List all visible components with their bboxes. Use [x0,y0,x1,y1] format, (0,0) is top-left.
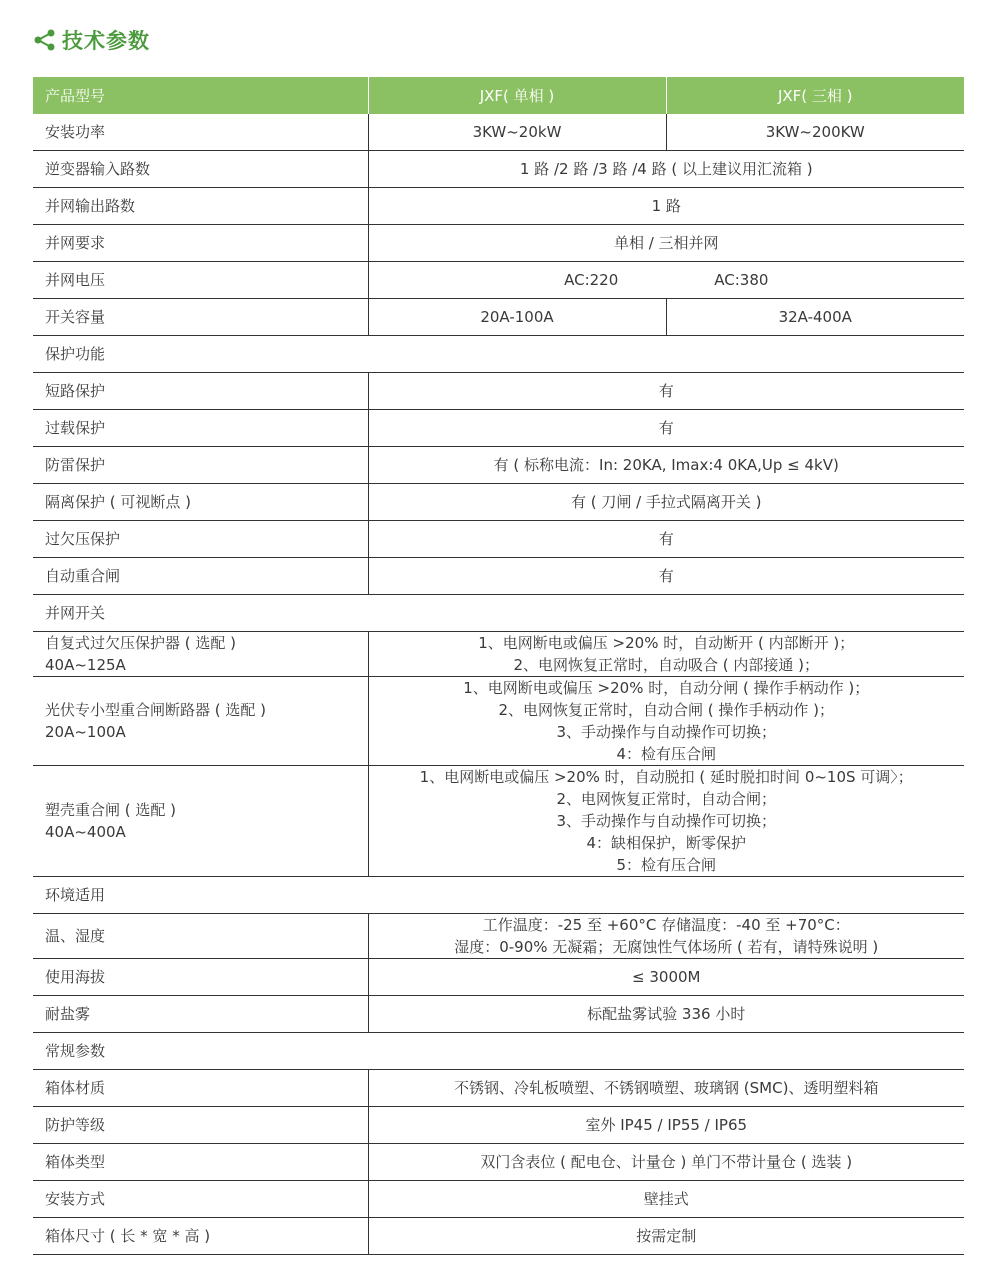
table-row [33,677,964,766]
table-row [33,114,964,151]
row-label: 使用海拔 [33,959,368,996]
row-label-sub: 40A~125A [45,656,126,674]
row-label: 防雷保护 [33,447,368,484]
section-row-environment [33,877,964,914]
value-three-phase: 32A-400A [666,299,964,336]
table-row [33,484,964,521]
row-label: 隔离保护 ( 可视断点 ) [33,484,368,521]
row-value: 有 ( 刀闸 / 手拉式隔离开关 ) [368,484,964,521]
value-line: 5：检有压合闸 [616,856,717,874]
row-value: 按需定制 [368,1218,964,1255]
row-value: 有 [368,558,964,595]
table-row [33,447,964,484]
row-label-text: 塑壳重合闸 ( 选配 ) [45,801,177,819]
value-line: 2、电网恢复正常时，自动合闸； [556,790,777,808]
table-row [33,996,964,1033]
table-row [33,225,964,262]
row-label: 温、湿度 [33,914,368,959]
value-line: 2、电网恢复正常时，自动合闸 ( 操作手柄动作 )； [498,701,835,719]
row-label: 安装功率 [33,114,368,151]
value-single-phase: AC:220 [564,271,619,289]
row-value: 1 路 [368,188,964,225]
section-label: 保护功能 [33,336,964,373]
value-line: 工作温度：-25 至 +60°C 存储温度：-40 至 +70°C： [482,916,850,934]
row-label [33,677,368,766]
row-value: 有 [368,410,964,447]
section-row-protection [33,336,964,373]
row-value: 1 路 /2 路 /3 路 /4 路 ( 以上建议用汇流箱 ) [368,151,964,188]
header-model: 产品型号 [33,77,368,114]
table-row [33,299,964,336]
value-line: 3、手动操作与自动操作可切换； [556,812,777,830]
row-label: 自动重合闸 [33,558,368,595]
row-value: ≤ 3000M [368,959,964,996]
spec-table [33,77,964,1255]
row-label-text: 自复式过欠压保护器 ( 选配 ) [45,634,237,652]
row-value: 壁挂式 [368,1181,964,1218]
row-label: 耐盐雾 [33,996,368,1033]
value-single-phase: 20A-100A [368,299,666,336]
value-single-phase: 3KW~20kW [368,114,666,151]
share-icon [34,29,56,51]
row-value: 有 [368,521,964,558]
value-three-phase: 3KW~200KW [666,114,964,151]
row-value: 不锈钢、冷轧板喷塑、不锈钢喷塑、玻璃钢 (SMC)、透明塑料箱 [368,1070,964,1107]
row-label: 箱体材质 [33,1070,368,1107]
value-line: 1、电网断电或偏压 >20% 时，自动断开 ( 内部断开 )； [478,634,855,652]
table-row [33,151,964,188]
table-row [33,1181,964,1218]
row-label: 箱体类型 [33,1144,368,1181]
row-label: 箱体尺寸 ( 长 * 宽 * 高 ) [33,1218,368,1255]
value-three-phase: AC:380 [714,271,769,289]
row-label: 过载保护 [33,410,368,447]
table-row [33,373,964,410]
row-value: 有 [368,373,964,410]
row-value [368,766,964,877]
row-label-sub: 40A~400A [45,823,126,841]
row-label [33,766,368,877]
row-value: 单相 / 三相并网 [368,225,964,262]
table-row [33,1218,964,1255]
table-row [33,1070,964,1107]
row-label: 过欠压保护 [33,521,368,558]
section-label: 并网开关 [33,595,964,632]
page-title: 技术参数 [62,29,150,53]
table-row [33,1107,964,1144]
table-row [33,521,964,558]
row-label [33,632,368,677]
row-label: 并网输出路数 [33,188,368,225]
row-value: 双门含表位 ( 配电仓、计量仓 ) 单门不带计量仓 ( 选装 ) [368,1144,964,1181]
table-header-row [33,77,964,114]
row-value: 室外 IP45 / IP55 / IP65 [368,1107,964,1144]
section-label: 环境适用 [33,877,964,914]
row-label-text: 光伏专小型重合闸断路器 ( 选配 ) [45,701,267,719]
value-line: 1、电网断电或偏压 >20% 时，自动分闸 ( 操作手柄动作 )； [463,679,870,697]
row-label-sub: 20A~100A [45,723,126,741]
row-value [368,262,964,299]
row-value [368,632,964,677]
section-row-general [33,1033,964,1070]
row-label: 逆变器输入路数 [33,151,368,188]
table-row [33,1144,964,1181]
section-row-grid-switch [33,595,964,632]
table-row [33,558,964,595]
row-label: 短路保护 [33,373,368,410]
table-row [33,766,964,877]
row-value: 标配盐雾试验 336 小时 [368,996,964,1033]
row-label: 并网要求 [33,225,368,262]
table-row [33,188,964,225]
value-line: 4：检有压合闸 [616,745,717,763]
table-row [33,632,964,677]
row-label: 安装方式 [33,1181,368,1218]
header-single-phase: JXF( 单相 ) [368,77,666,114]
value-line: 2、电网恢复正常时，自动吸合 ( 内部接通 )； [513,656,820,674]
value-line: 3、手动操作与自动操作可切换； [556,723,777,741]
table-row [33,914,964,959]
row-label: 并网电压 [33,262,368,299]
section-heading [34,26,150,54]
value-line: 1、电网断电或偏压 >20% 时，自动脱扣 ( 延时脱扣时间 0~10S 可调〉； [419,768,913,786]
section-label: 常规参数 [33,1033,964,1070]
table-row [33,262,964,299]
value-line: 4：缺相保护，断零保护 [586,834,747,852]
row-value [368,677,964,766]
header-three-phase: JXF( 三相 ) [666,77,964,114]
row-value [368,914,964,959]
row-value: 有 ( 标称电流：In: 20KA, Imax:4 0KA,Up ≤ 4kV) [368,447,964,484]
row-label: 防护等级 [33,1107,368,1144]
table-row [33,410,964,447]
row-label: 开关容量 [33,299,368,336]
table-row [33,959,964,996]
value-line: 湿度：0-90% 无凝霜；无腐蚀性气体场所 ( 若有，请特殊说明 ) [454,938,879,956]
